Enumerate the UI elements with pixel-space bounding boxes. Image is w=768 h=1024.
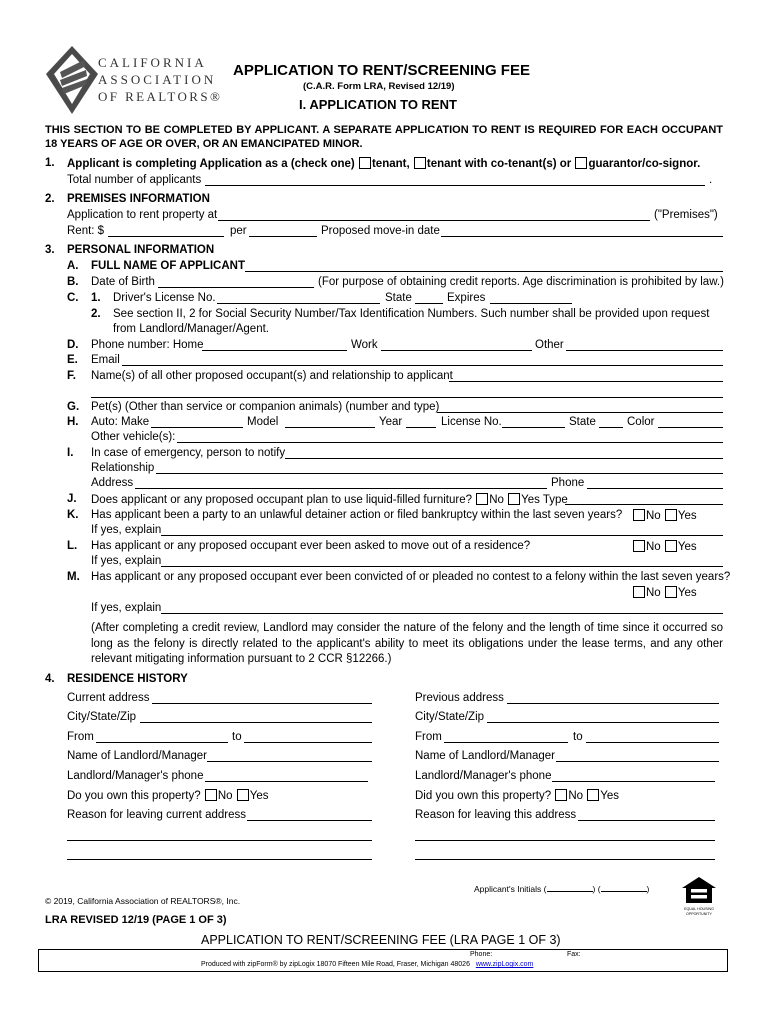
detainer-no-label: No — [646, 510, 661, 522]
s1-opt2: tenant with co-tenant(s) or — [426, 158, 572, 170]
current-landlord-phone-label: Landlord/Manager's phone — [67, 770, 204, 782]
org-line1: CALIFORNIA — [98, 55, 207, 70]
current-address-field[interactable] — [154, 691, 370, 704]
ssn-note-1: See section II, 2 for Social Security Number/Tax Identification Numbers. Such number shall be provided upon request — [113, 308, 710, 320]
occupants-label: Name(s) of all other proposed occupant(s) and relationship to applicant — [91, 370, 453, 382]
F-letter: F. — [67, 370, 76, 382]
previous-city-field[interactable] — [489, 710, 717, 723]
produced-text: Produced with zipForm® by zipLogix 18070 Fifteen Mile Road, Fraser, Michigan 48026 — [201, 961, 470, 968]
fax-label: Fax: — [567, 951, 581, 958]
felony-note-3: relevant mitigating information pursuant to 2 CCR §12266.) — [91, 653, 392, 665]
previous-landlord-label: Name of Landlord/Manager — [415, 750, 555, 762]
home-phone-label: Phone number: Home — [91, 339, 204, 351]
license-label: Driver's License No. — [113, 292, 216, 304]
move-out-explain-label: If yes, explain — [91, 555, 162, 567]
previous-city-label: City/State/Zip — [415, 711, 485, 723]
B-letter: B. — [67, 276, 79, 288]
felony-note-1: (After completing a credit review, Landlord may consider the nature of the felony and the length of time since it occurred so — [91, 622, 723, 634]
eho-line1: EQUAL HOUSING — [684, 907, 714, 911]
unlawful-detainer-options — [632, 509, 697, 522]
total-applicants-field[interactable] — [207, 173, 703, 186]
own-current-no-label: No — [217, 790, 233, 802]
property-label: Application to rent property at — [67, 209, 218, 221]
copyright: © 2019, California Association of REALTORS®, Inc. — [45, 896, 241, 906]
auto-state-field[interactable] — [600, 415, 622, 428]
move-out-yes-label: Yes — [677, 541, 697, 553]
dob-label: Date of Birth — [91, 276, 155, 288]
previous-from-label: From — [415, 731, 442, 743]
furniture-type-field[interactable] — [567, 492, 721, 505]
move-in-label: Proposed move-in date — [321, 225, 440, 237]
pets-field[interactable] — [439, 400, 721, 413]
move-in-field[interactable] — [443, 224, 721, 237]
co-tenant-checkbox[interactable] — [414, 157, 426, 169]
emergency-label: In case of emergency, person to notify — [91, 447, 286, 459]
current-from-label: From — [67, 731, 94, 743]
move-out-explain-field[interactable] — [163, 554, 721, 567]
email-label: Email — [91, 354, 120, 366]
ssn-note-2: from Landlord/Manager/Agent. — [113, 323, 269, 335]
M-letter: M. — [67, 571, 80, 583]
C1-num: 1. — [91, 292, 101, 304]
own-previous-no-checkbox[interactable] — [555, 789, 567, 801]
previous-address-label: Previous address — [415, 692, 504, 704]
own-current-yes-checkbox[interactable] — [237, 789, 249, 801]
unlawful-detainer-label: Has applicant been a party to an unlawful detainer action or filed bankruptcy within the last seven years? — [91, 509, 623, 521]
auto-license-label: License No. — [441, 416, 502, 428]
s2-num: 2. — [45, 193, 55, 205]
total-applicants-label: Total number of applicants — [67, 174, 202, 186]
furniture-yes-checkbox[interactable] — [508, 493, 520, 505]
detainer-explain-label: If yes, explain — [91, 524, 162, 536]
G-letter: G. — [67, 401, 80, 413]
other-vehicles-field[interactable] — [179, 430, 721, 443]
furniture-no-checkbox[interactable] — [476, 493, 488, 505]
org-line2: ASSOCIATION — [98, 72, 217, 87]
furniture-label: Does applicant or any proposed occupant plan to use liquid-filled furniture? — [91, 494, 473, 506]
property-field[interactable] — [220, 208, 648, 221]
initials-block — [474, 884, 649, 894]
own-previous-yes-label: Yes — [600, 790, 620, 802]
felony-explain-field[interactable] — [163, 601, 721, 614]
auto-year-label: Year — [379, 416, 403, 428]
reason-previous-line-3 — [415, 859, 715, 860]
phone-label: Phone: — [470, 951, 493, 958]
email-field[interactable] — [124, 353, 721, 366]
auto-color-label: Color — [627, 416, 655, 428]
previous-landlord-field[interactable] — [558, 749, 717, 762]
emergency-phone-field[interactable] — [589, 476, 721, 489]
pets-label: Pet(s) (Other than service or companion animals) (number and type) — [91, 401, 440, 413]
felony-no-checkbox[interactable] — [633, 586, 645, 598]
D-letter: D. — [67, 339, 79, 351]
felony-explain-label: If yes, explain — [91, 602, 162, 614]
s1-period: . — [709, 174, 713, 186]
relationship-label: Relationship — [91, 462, 155, 474]
reason-previous-field[interactable] — [580, 808, 713, 821]
auto-model-label: Model — [247, 416, 279, 428]
detainer-yes-label: Yes — [677, 510, 697, 522]
car-logo-icon — [44, 44, 100, 116]
reason-current-line-2 — [67, 840, 372, 841]
s4-num: 4. — [45, 673, 55, 685]
license-state-field[interactable] — [416, 291, 442, 304]
s2-title: PREMISES INFORMATION — [67, 193, 210, 205]
guarantor-checkbox[interactable] — [575, 157, 587, 169]
equal-housing-logo — [680, 876, 718, 918]
E-letter: E. — [67, 354, 78, 366]
s1-label: Applicant is completing Application as a (check one) — [67, 158, 355, 170]
premises-label: ("Premises") — [654, 209, 718, 221]
detainer-yes-checkbox[interactable] — [665, 509, 677, 521]
reason-current-line-3 — [67, 859, 372, 860]
auto-year-field[interactable] — [407, 415, 435, 428]
own-current-yes-label: Yes — [249, 790, 269, 802]
L-letter: L. — [67, 540, 78, 552]
license-state-label: State — [385, 292, 412, 304]
move-out-label: Has applicant or any proposed occupant ever been asked to move out of a residence? — [91, 540, 531, 552]
H-letter: H. — [67, 416, 79, 428]
move-out-no-label: No — [646, 541, 661, 553]
felony-note-2: long as the felony is directly related to the applicant's ability to meet its obligations under the lease terms, and any other — [91, 637, 723, 650]
furniture-question — [91, 493, 568, 506]
license-field[interactable] — [219, 291, 378, 304]
org-line3: OF REALTORS® — [98, 89, 223, 104]
rent-field[interactable] — [110, 224, 222, 237]
own-previous-question — [415, 789, 619, 802]
form-title: APPLICATION TO RENT/SCREENING FEE — [233, 62, 530, 79]
current-address-label: Current address — [67, 692, 150, 704]
own-previous-yes-checkbox[interactable] — [587, 789, 599, 801]
work-phone-field[interactable] — [383, 338, 530, 351]
auto-state-label: State — [569, 416, 596, 428]
rent-label: Rent: $ — [67, 225, 105, 237]
detainer-explain-field[interactable] — [163, 523, 721, 536]
emergency-phone-label: Phone — [551, 477, 585, 489]
ziplogix-link[interactable]: www.zipLogix.com — [475, 961, 534, 968]
auto-color-field[interactable] — [660, 415, 721, 428]
felony-yes-checkbox[interactable] — [665, 586, 677, 598]
current-from-field[interactable] — [98, 730, 226, 743]
emergency-address-field[interactable] — [137, 476, 545, 489]
reason-current-label: Reason for leaving current address — [67, 809, 246, 821]
current-landlord-label: Name of Landlord/Manager — [67, 750, 207, 762]
s4-title: RESIDENCE HISTORY — [67, 673, 188, 685]
move-out-no-checkbox[interactable] — [633, 540, 645, 552]
C-letter: C. — [67, 292, 79, 304]
other-phone-field[interactable] — [568, 338, 721, 351]
dob-note: (For purpose of obtaining credit reports. Age discrimination is prohibited by law.) — [318, 276, 724, 288]
equal-housing-icon — [680, 876, 718, 904]
emergency-address-label: Address — [91, 477, 134, 489]
per-label: per — [230, 225, 247, 237]
revised-label: LRA REVISED 12/19 (PAGE 1 OF 3) — [45, 914, 227, 926]
emergency-field[interactable] — [287, 446, 721, 459]
previous-to-label: to — [573, 731, 583, 743]
s3-title: PERSONAL INFORMATION — [67, 244, 215, 256]
relationship-field[interactable] — [158, 461, 721, 474]
occupants-field-2[interactable] — [93, 385, 721, 398]
other-vehicles-label: Other vehicle(s): — [91, 431, 176, 443]
felony-yes-label: Yes — [677, 587, 697, 599]
initials-line-2[interactable] — [601, 891, 647, 892]
J-letter: J. — [67, 493, 77, 505]
auto-model-field[interactable] — [287, 415, 373, 428]
furniture-no-label: No — [489, 494, 504, 506]
reason-previous-label: Reason for leaving this address — [415, 809, 577, 821]
detainer-no-checkbox[interactable] — [633, 509, 645, 521]
initials-end: ) — [646, 884, 650, 894]
C2-num: 2. — [91, 308, 101, 320]
full-name-field[interactable] — [247, 259, 721, 272]
auto-license-field[interactable] — [504, 415, 563, 428]
move-out-yes-checkbox[interactable] — [665, 540, 677, 552]
per-field[interactable] — [251, 224, 315, 237]
tenant-checkbox[interactable] — [359, 157, 371, 169]
previous-landlord-phone-field[interactable] — [554, 769, 713, 782]
eho-line2: OPPORTUNITY — [686, 911, 712, 916]
s3-num: 3. — [45, 244, 55, 256]
full-name-label: FULL NAME OF APPLICANT — [91, 260, 245, 272]
initials-label: Applicant's Initials ( — [474, 884, 547, 894]
other-phone-label: Other — [535, 339, 564, 351]
reason-previous-line-2 — [415, 840, 715, 841]
intro-text: THIS SECTION TO BE COMPLETED BY APPLICANT. A SEPARATE APPLICATION TO RENT IS REQUIRED FOR EACH OCCUPANT 18 YEARS OF AGE OR OVER, OR AN EMANCIPATED MINOR. — [45, 124, 723, 150]
A-letter: A. — [67, 260, 79, 272]
felony-note — [91, 621, 723, 668]
auto-make-label: Auto: Make — [91, 416, 150, 428]
own-current-no-checkbox[interactable] — [205, 789, 217, 801]
previous-address-field[interactable] — [509, 691, 717, 704]
previous-landlord-phone-label: Landlord/Manager's phone — [415, 770, 552, 782]
s1-opt1: tenant, — [371, 158, 410, 170]
auto-make-field[interactable] — [153, 415, 241, 428]
previous-from-field[interactable] — [446, 730, 566, 743]
current-city-field[interactable] — [142, 710, 370, 723]
own-previous-label: Did you own this property? — [415, 790, 552, 802]
occupants-field[interactable] — [451, 369, 721, 382]
own-current-question — [67, 789, 268, 802]
section-title: I. APPLICATION TO RENT — [299, 97, 457, 112]
expires-field[interactable] — [492, 291, 570, 304]
initials-line-1[interactable] — [547, 891, 593, 892]
form-ref: (C.A.R. Form LRA, Revised 12/19) — [303, 81, 455, 92]
home-phone-field[interactable] — [204, 338, 345, 351]
expires-label: Expires — [447, 292, 486, 304]
current-landlord-field[interactable] — [209, 749, 370, 762]
I-letter: I. — [67, 447, 74, 459]
current-landlord-phone-field[interactable] — [207, 769, 366, 782]
work-phone-label: Work — [351, 339, 378, 351]
dob-field[interactable] — [160, 275, 312, 288]
current-to-field[interactable] — [246, 730, 370, 743]
car-logo — [44, 44, 100, 116]
previous-to-field[interactable] — [588, 730, 717, 743]
bottom-title: APPLICATION TO RENT/SCREENING FEE (LRA PAGE 1 OF 3) — [201, 933, 561, 947]
felony-no-label: No — [646, 587, 661, 599]
own-current-label: Do you own this property? — [67, 790, 201, 802]
own-previous-no-label: No — [568, 790, 584, 802]
furniture-yes-label: Yes Type — [521, 494, 568, 506]
K-letter: K. — [67, 509, 79, 521]
move-out-options — [632, 540, 697, 553]
producer-box — [38, 949, 728, 972]
s1-num: 1. — [45, 157, 55, 169]
felony-label: Has applicant or any proposed occupant ever been convicted of or pleaded no contest to a felony within the last seven years? — [91, 571, 731, 583]
current-to-label: to — [232, 731, 242, 743]
felony-options — [632, 586, 697, 599]
produced-by — [201, 961, 533, 968]
initials-mid: ) ( — [592, 884, 601, 894]
reason-current-field[interactable] — [249, 808, 370, 821]
s1-opt3: guarantor/co-signor. — [588, 158, 701, 170]
s1-text — [67, 157, 700, 170]
current-city-label: City/State/Zip — [67, 711, 137, 723]
